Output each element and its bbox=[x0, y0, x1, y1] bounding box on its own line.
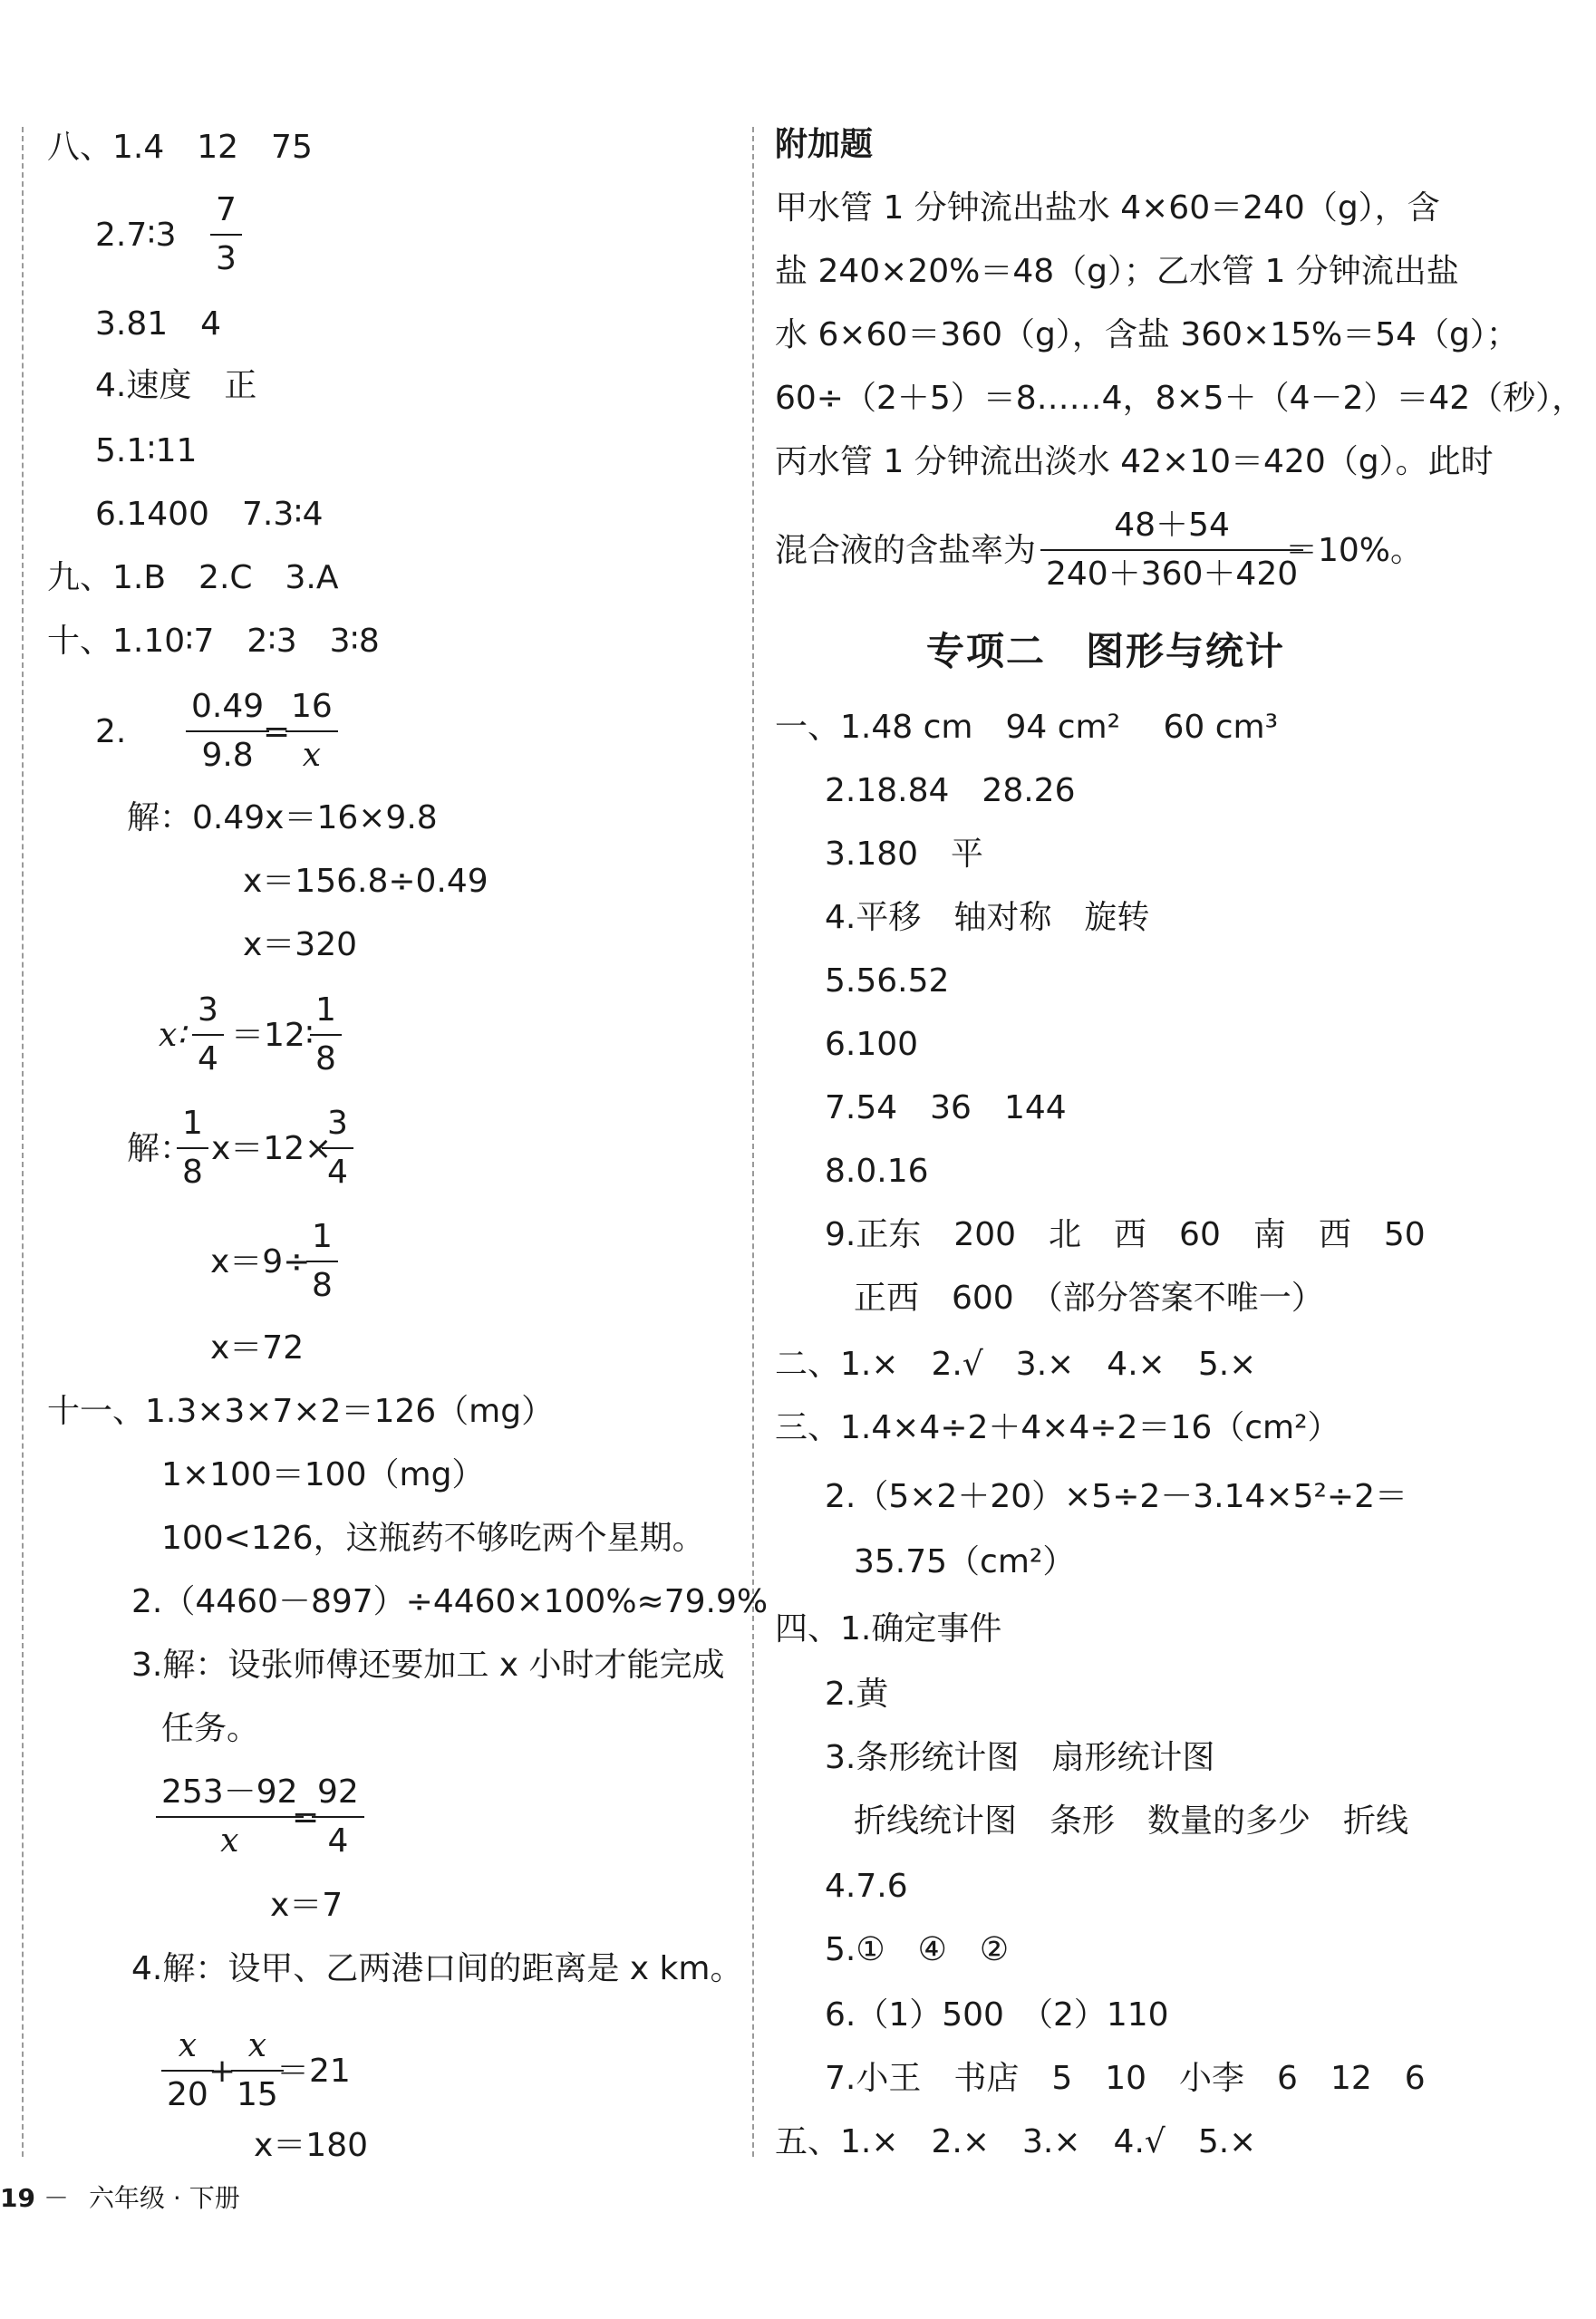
fraction-x-20 bbox=[161, 2027, 214, 2113]
answer-11-1b: 1×100＝100（mg） bbox=[161, 1456, 485, 1493]
answer-11-3: 3.解：设张师傅还要加工 x 小时才能完成 bbox=[131, 1647, 725, 1684]
equation-11-4-eq: ＝21 bbox=[276, 2053, 351, 2090]
fraction-bar bbox=[310, 1034, 342, 1036]
fraction-253-92-x bbox=[156, 1773, 304, 1860]
numerator: 16 bbox=[291, 688, 333, 725]
solution-11-3-result: x＝7 bbox=[270, 1887, 343, 1924]
fraction-1-8 bbox=[306, 1218, 338, 1304]
plus-sign: + bbox=[208, 2053, 237, 2090]
left-dashed-rule bbox=[22, 127, 24, 2157]
answer-11-3b: 任务。 bbox=[161, 1710, 260, 1747]
answer-1-7: 7.54 36 144 bbox=[825, 1089, 1067, 1126]
answer-5: 五、1.× 2.× 3.× 4.√ 5.× bbox=[775, 2123, 1257, 2160]
denominator: 4 bbox=[327, 1822, 349, 1860]
fraction-16-x bbox=[285, 688, 338, 774]
answer-4-6: 6.（1）500 （2）110 bbox=[825, 1996, 1169, 2034]
answer-4-2: 2.黄 bbox=[825, 1676, 889, 1713]
equals-sign: = bbox=[263, 713, 291, 750]
answer-2: 二、1.× 2.√ 3.× 4.× 5.× bbox=[775, 1346, 1257, 1383]
fraction-bar bbox=[322, 1147, 353, 1149]
grade-label: 六年级 · 下册 bbox=[89, 2183, 240, 2213]
numerator: 253－92 bbox=[161, 1773, 298, 1811]
denominator: 15 bbox=[237, 2076, 278, 2113]
answer-8-1: 八、1.4 12 75 bbox=[47, 129, 313, 166]
page-number: 19 bbox=[0, 2183, 35, 2213]
denominator: 3 bbox=[216, 240, 237, 277]
answer-1-9b: 正西 600 （部分答案不唯一） bbox=[854, 1280, 1324, 1317]
numerator: 3 bbox=[198, 991, 218, 1029]
fraction-bar bbox=[1040, 549, 1303, 551]
answer-4-5: 5.① ④ ② bbox=[825, 1931, 1010, 1968]
fraction-bar bbox=[306, 1261, 338, 1262]
solution-10-3-mid: x＝12× bbox=[211, 1130, 333, 1167]
numerator: 48＋54 bbox=[1114, 507, 1230, 544]
numerator: 1 bbox=[182, 1105, 203, 1142]
extra-line-4: 60÷（2＋5）＝8……4，8×5＋（4－2）＝42（秒）， bbox=[775, 380, 1585, 417]
denominator: 8 bbox=[182, 1154, 203, 1191]
answer-1-5: 5.56.52 bbox=[825, 962, 950, 1000]
fraction-bar bbox=[161, 2070, 214, 2072]
numerator: 0.49 bbox=[191, 688, 265, 725]
equals-sign: = bbox=[292, 1799, 320, 1836]
extra-line-5: 丙水管 1 分钟流出淡水 42×10＝420（g）。此时 bbox=[775, 443, 1494, 480]
answer-9: 九、1.B 2.C 3.A bbox=[47, 559, 339, 596]
extra-line-3: 水 6×60＝360（g），含盐 360×15%＝54（g）； bbox=[775, 316, 1519, 353]
answer-1-4: 4.平移 轴对称 旋转 bbox=[825, 899, 1150, 936]
fraction-3-4 bbox=[322, 1107, 353, 1189]
denominator: 9.8 bbox=[201, 737, 254, 774]
denominator: 4 bbox=[327, 1154, 348, 1191]
extra-line-6-prefix: 混合液的含盐率为 bbox=[775, 532, 1037, 569]
answer-8-3: 3.81 4 bbox=[95, 305, 222, 343]
fraction-1-8 bbox=[310, 991, 342, 1077]
denominator: x bbox=[220, 1822, 239, 1860]
answer-4-3: 3.条形统计图 扇形统计图 bbox=[825, 1739, 1215, 1776]
denominator: 8 bbox=[312, 1267, 333, 1304]
fraction-1-8 bbox=[177, 1107, 208, 1189]
answer-1-1: 一、1.48 cm 94 cm² 60 cm³ bbox=[775, 709, 1278, 746]
solution-10-3-line3: x＝72 bbox=[210, 1329, 305, 1367]
numerator: 3 bbox=[327, 1105, 348, 1142]
denominator: 20 bbox=[167, 2076, 208, 2113]
extra-line-2: 盐 240×20%＝48（g）；乙水管 1 分钟流出盐 bbox=[775, 253, 1459, 290]
answer-8-4: 4.速度 正 bbox=[95, 367, 257, 404]
fraction-3-4 bbox=[192, 991, 224, 1077]
denominator: 4 bbox=[198, 1040, 218, 1077]
column-divider bbox=[752, 127, 754, 2157]
fraction-salt-rate bbox=[1040, 509, 1303, 591]
solution-10-2-line3: x＝320 bbox=[243, 926, 358, 963]
extra-line-1: 甲水管 1 分钟流出盐水 4×60＝240（g），含 bbox=[775, 189, 1440, 227]
answer-8-5: 5.1∶11 bbox=[95, 432, 198, 469]
solution-11-4-result: x＝180 bbox=[254, 2127, 369, 2164]
numerator: 1 bbox=[312, 1218, 333, 1255]
numerator: x bbox=[247, 2027, 267, 2064]
extra-question-title: 附加题 bbox=[775, 126, 874, 163]
solution-10-3-line2: x＝9÷ bbox=[210, 1243, 311, 1280]
answer-4-1: 四、1.确定事件 bbox=[775, 1610, 1002, 1647]
answer-4-3b: 折线统计图 条形 数量的多少 折线 bbox=[854, 1802, 1409, 1840]
numerator: 1 bbox=[315, 991, 336, 1029]
answer-3-1: 三、1.4×4÷2＋4×4÷2＝16（cm²） bbox=[775, 1409, 1340, 1446]
denominator: 8 bbox=[315, 1040, 336, 1077]
equation-10-3-mid: ＝12∶ bbox=[231, 1017, 314, 1054]
answer-1-3: 3.180 平 bbox=[825, 836, 984, 873]
answer-11-1c: 100<126，这瓶药不够吃两个星期。 bbox=[161, 1520, 705, 1557]
numerator: 92 bbox=[317, 1773, 359, 1811]
answer-4-4: 4.7.6 bbox=[825, 1868, 908, 1905]
footer-dash: － bbox=[44, 2183, 70, 2213]
answer-11-2: 2.（4460－897）÷4460×100%≈79.9% bbox=[131, 1583, 769, 1620]
fraction-92-4 bbox=[312, 1773, 364, 1860]
fraction-bar bbox=[210, 234, 242, 236]
answer-1-2: 2.18.84 28.26 bbox=[825, 772, 1076, 809]
answer-10-2-label: 2. bbox=[95, 713, 127, 750]
fraction-7-3 bbox=[210, 191, 242, 277]
answer-10-1: 十、1.10∶7 2∶3 3∶8 bbox=[47, 623, 380, 660]
answer-3-2: 2.（5×2＋20）×5÷2－3.14×5²÷2＝ bbox=[825, 1478, 1407, 1515]
fraction-bar bbox=[156, 1816, 304, 1818]
answer-8-6: 6.1400 7.3∶4 bbox=[95, 496, 324, 533]
answer-1-6: 6.100 bbox=[825, 1026, 919, 1063]
answer-11-4: 4.解：设甲、乙两港口间的距离是 x km。 bbox=[131, 1950, 743, 1987]
fraction-049-98 bbox=[186, 688, 269, 774]
fraction-bar bbox=[177, 1147, 208, 1149]
denominator: 240＋360＋420 bbox=[1046, 556, 1299, 593]
section-title: 专项二 图形与统计 bbox=[926, 629, 1286, 673]
fraction-bar bbox=[285, 730, 338, 732]
equation-10-3-x: x∶ bbox=[159, 1017, 186, 1054]
fraction-bar bbox=[192, 1034, 224, 1036]
extra-line-6-suffix: ＝10%。 bbox=[1285, 532, 1424, 569]
answer-1-9: 9.正东 200 北 西 60 南 西 50 bbox=[825, 1216, 1426, 1253]
numerator: 7 bbox=[216, 191, 237, 228]
answer-8-2: 2.7∶3 bbox=[95, 217, 177, 254]
fraction-bar bbox=[186, 730, 269, 732]
denominator: x bbox=[302, 737, 322, 774]
fraction-bar bbox=[312, 1816, 364, 1818]
solution-10-2-line1: 解：0.49x＝16×9.8 bbox=[127, 799, 438, 836]
numerator: x bbox=[178, 2027, 198, 2064]
solution-10-2-line2: x＝156.8÷0.49 bbox=[243, 863, 488, 900]
answer-4-7: 7.小王 书店 5 10 小李 6 12 6 bbox=[825, 2060, 1426, 2097]
answer-11-1: 十一、1.3×3×7×2＝126（mg） bbox=[47, 1393, 555, 1430]
answer-1-8: 8.0.16 bbox=[825, 1153, 929, 1190]
answer-3-2b: 35.75（cm²） bbox=[854, 1543, 1076, 1580]
solution-10-3-jie: 解： bbox=[127, 1130, 193, 1167]
